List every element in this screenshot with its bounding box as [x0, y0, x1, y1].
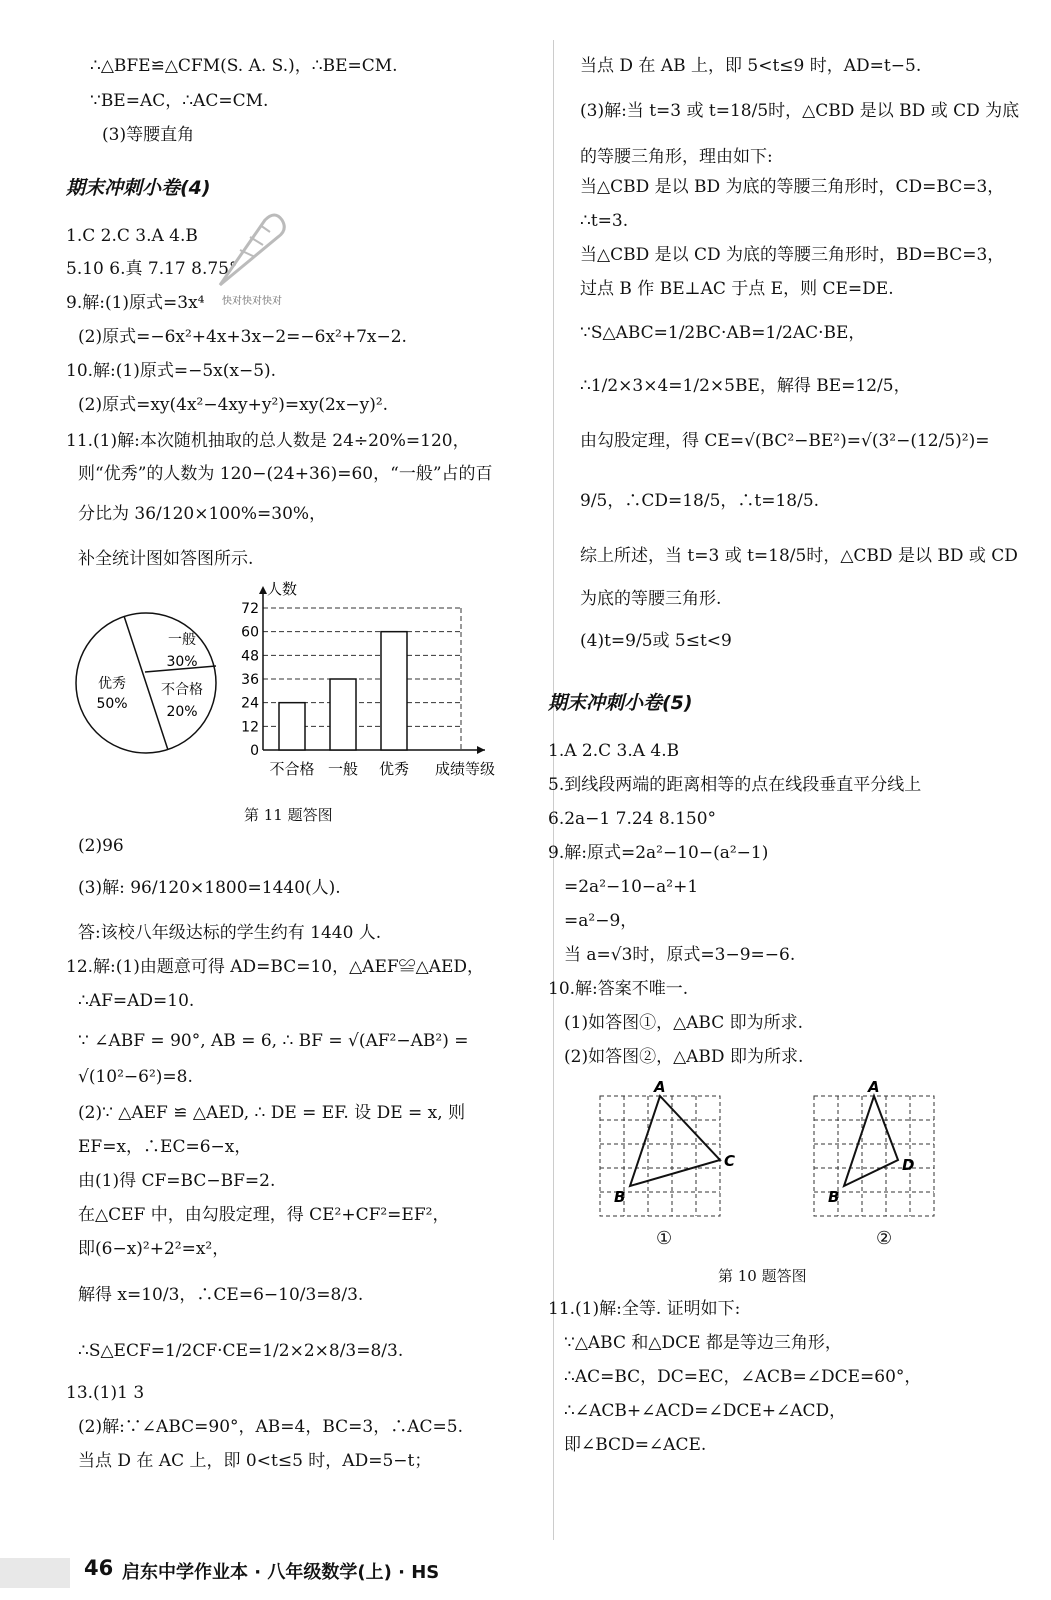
text-line: (3)等腰直角	[102, 125, 195, 145]
text-line: (2)原式=xy(4x²−4xy+y²)=xy(2x−y)².	[78, 395, 389, 415]
text-line: 在△CEF 中，由勾股定理，得 CE²+CF²=EF²，	[78, 1205, 450, 1225]
point-label-c: C	[724, 1152, 736, 1170]
text-line: 10.解:答案不唯一.	[548, 979, 689, 999]
point-label-d: D	[902, 1156, 915, 1174]
text-line: √(10²−6²)=8.	[78, 1067, 193, 1087]
text-line: 过点 B 作 BE⊥AC 于点 E，则 CE=DE.	[580, 279, 894, 299]
text-line: 6.2a−1 7.24 8.150°	[548, 809, 717, 829]
text-line: 综上所述，当 t=3 或 t=18/5时，△CBD 是以 BD 或 CD	[580, 546, 1018, 566]
y-tick-label: 48	[241, 648, 259, 665]
pie-label-name-2: 不合格	[161, 682, 203, 698]
text-line: (1)如答图①，△ABC 即为所求.	[564, 1013, 804, 1033]
footer-band	[0, 1558, 70, 1588]
y-tick-label: 12	[241, 719, 259, 736]
text-line: 为底的等腰三角形.	[580, 589, 722, 609]
carrot-watermark-icon	[200, 195, 290, 295]
text-line: (3)解: 96/120×1800=1440(人).	[78, 878, 341, 898]
grid-label-1: ①	[656, 1228, 673, 1249]
text-line: 1.A 2.C 3.A 4.B	[548, 741, 680, 761]
watermark-text: 快对快对快对	[222, 296, 282, 307]
text-line: (2)原式=−6x²+4x+3x−2=−6x²+7x−2.	[78, 327, 407, 347]
footer-title: 启东中学作业本 · 八年级数学(上) · HS	[122, 1562, 440, 1583]
text-line: 10.解:(1)原式=−5x(x−5).	[66, 361, 277, 381]
text-line: 5.10 6.真 7.17 8.75°	[66, 259, 238, 279]
x-category-label: 不合格	[269, 760, 315, 778]
y-tick-label: 72	[241, 601, 259, 617]
triangle-abd	[844, 1096, 898, 1186]
pie-label-name-1: 一般	[168, 632, 196, 648]
text-line: EF=x，∴EC=6−x，	[78, 1137, 252, 1157]
point-label-a: A	[868, 1078, 880, 1096]
text-line: 的等腰三角形，理由如下:	[580, 147, 773, 167]
page-number: 46	[84, 1556, 114, 1580]
grid-figure-1	[590, 1078, 750, 1228]
grid-label-2: ②	[876, 1228, 893, 1249]
text-line: 补全统计图如答图所示.	[78, 549, 254, 569]
text-line: (2)∵ △AEF ≌ △AED, ∴ DE = EF. 设 DE = x, 则	[78, 1103, 466, 1123]
text-line: 当△CBD 是以 CD 为底的等腰三角形时，BD=BC=3，	[580, 245, 1005, 265]
bar	[381, 632, 407, 750]
y-tick-label: 60	[241, 624, 259, 641]
triangle-abc	[630, 1096, 720, 1186]
text-line: 则“优秀”的人数为 120−(24+36)=60，“一般”占的百	[78, 464, 493, 484]
text-line: 由(1)得 CF=BC−BF=2.	[78, 1171, 276, 1191]
text-line: 即(6−x)²+2²=x²，	[78, 1239, 230, 1259]
pie-label-pct-3: 50%	[96, 696, 128, 712]
text-line: ∴1/2×3×4=1/2×5BE，解得 BE=12/5，	[580, 376, 911, 396]
text-line: (2)解:∵∠ABC=90°，AB=4，BC=3，∴AC=5.	[78, 1417, 463, 1437]
text-line: 5.到线段两端的距离相等的点在线段垂直平分线上	[548, 775, 922, 795]
text-line: 由勾股定理，得 CE=√(BC²−BE²)=√(3²−(12/5)²)=	[580, 431, 990, 451]
text-line: ∵ ∠ABF = 90°, AB = 6, ∴ BF = √(AF²−AB²) =	[78, 1031, 469, 1051]
bar	[330, 679, 356, 750]
pie-chart	[72, 608, 222, 758]
text-line: 13.(1)1 3	[66, 1383, 145, 1403]
y-axis-label: 人数	[267, 580, 298, 598]
text-line: 当 a=√3时，原式=3−9=−6.	[564, 945, 796, 965]
text-line: 当点 D 在 AC 上，即 0<t≤5 时，AD=5−t；	[78, 1451, 432, 1471]
text-line: 9.解:(1)原式=3x⁴	[66, 293, 205, 313]
text-line: 当点 D 在 AB 上，即 5<t≤9 时，AD=t−5.	[580, 56, 922, 76]
text-line: (2)如答图②，△ABD 即为所求.	[564, 1047, 804, 1067]
text-line: 9.解:原式=2a²−10−(a²−1)	[548, 843, 769, 863]
point-label-b: B	[828, 1188, 840, 1206]
grid-figure-2	[804, 1078, 964, 1228]
x-category-label: 一般	[327, 760, 359, 778]
y-tick-label: 36	[241, 672, 259, 688]
point-label-a: A	[654, 1078, 666, 1096]
x-axis-label: 成绩等级	[435, 760, 496, 778]
text-line: (4)t=9/5或 5≤t<9	[580, 631, 732, 651]
point-label-b: B	[614, 1188, 626, 1206]
pie-label-pct-2: 20%	[166, 704, 198, 720]
y-tick-label: 24	[241, 695, 259, 712]
bar	[279, 703, 305, 750]
chart-caption: 第 11 题答图	[244, 806, 333, 824]
text-line: 解得 x=10/3，∴CE=6−10/3=8/3.	[78, 1285, 364, 1305]
pie-label-name-3: 优秀	[98, 676, 126, 692]
text-line: =2a²−10−a²+1	[564, 877, 699, 897]
bar-chart	[225, 578, 525, 788]
y-tick-label: 0	[250, 743, 259, 759]
text-line: ∴∠ACB+∠ACD=∠DCE+∠ACD，	[564, 1401, 847, 1421]
text-line: ∵BE=AC，∴AC=CM.	[90, 91, 269, 111]
text-line: ∵△ABC 和△DCE 都是等边三角形，	[564, 1333, 842, 1353]
text-line: ∴AC=BC，DC=EC，∠ACB=∠DCE=60°，	[564, 1367, 922, 1387]
text-line: =a²−9，	[564, 911, 638, 931]
text-line: 12.解:(1)由题意可得 AD=BC=10，△AEF≌△AED，	[66, 957, 485, 977]
pie-label-pct-1: 30%	[166, 654, 198, 670]
text-line: 11.(1)解:全等. 证明如下:	[548, 1299, 741, 1319]
text-line: 1.C 2.C 3.A 4.B	[66, 226, 198, 246]
x-axis-arrow	[477, 746, 485, 754]
text-line: (2)96	[78, 836, 124, 856]
text-line: 11.(1)解:本次随机抽取的总人数是 24÷20%=120，	[66, 431, 470, 451]
grid-caption: 第 10 题答图	[718, 1267, 807, 1285]
section-title-4: 期末冲刺小卷(4)	[66, 177, 211, 199]
section-title-5: 期末冲刺小卷(5)	[548, 692, 693, 714]
x-category-label: 优秀	[378, 760, 410, 778]
text-line: ∴S△ECF=1/2CF·CE=1/2×2×8/3=8/3.	[78, 1341, 404, 1361]
text-line: 答:该校八年级达标的学生约有 1440 人.	[78, 923, 382, 943]
text-line: ∵S△ABC=1/2BC·AB=1/2AC·BE，	[580, 323, 866, 343]
text-line: ∴AF=AD=10.	[78, 991, 195, 1011]
y-axis-arrow	[259, 586, 267, 594]
text-line: (3)解:当 t=3 或 t=18/5时，△CBD 是以 BD 或 CD 为底	[580, 101, 1020, 121]
text-line: 9/5，∴CD=18/5，∴t=18/5.	[580, 491, 820, 511]
text-line: ∴t=3.	[580, 211, 629, 231]
text-line: 即∠BCD=∠ACE.	[564, 1435, 707, 1455]
text-line: ∴△BFE≌△CFM(S. A. S.)，∴BE=CM.	[90, 56, 398, 76]
text-line: 当△CBD 是以 BD 为底的等腰三角形时，CD=BC=3，	[580, 177, 1005, 197]
text-line: 分比为 36/120×100%=30%，	[78, 504, 327, 524]
